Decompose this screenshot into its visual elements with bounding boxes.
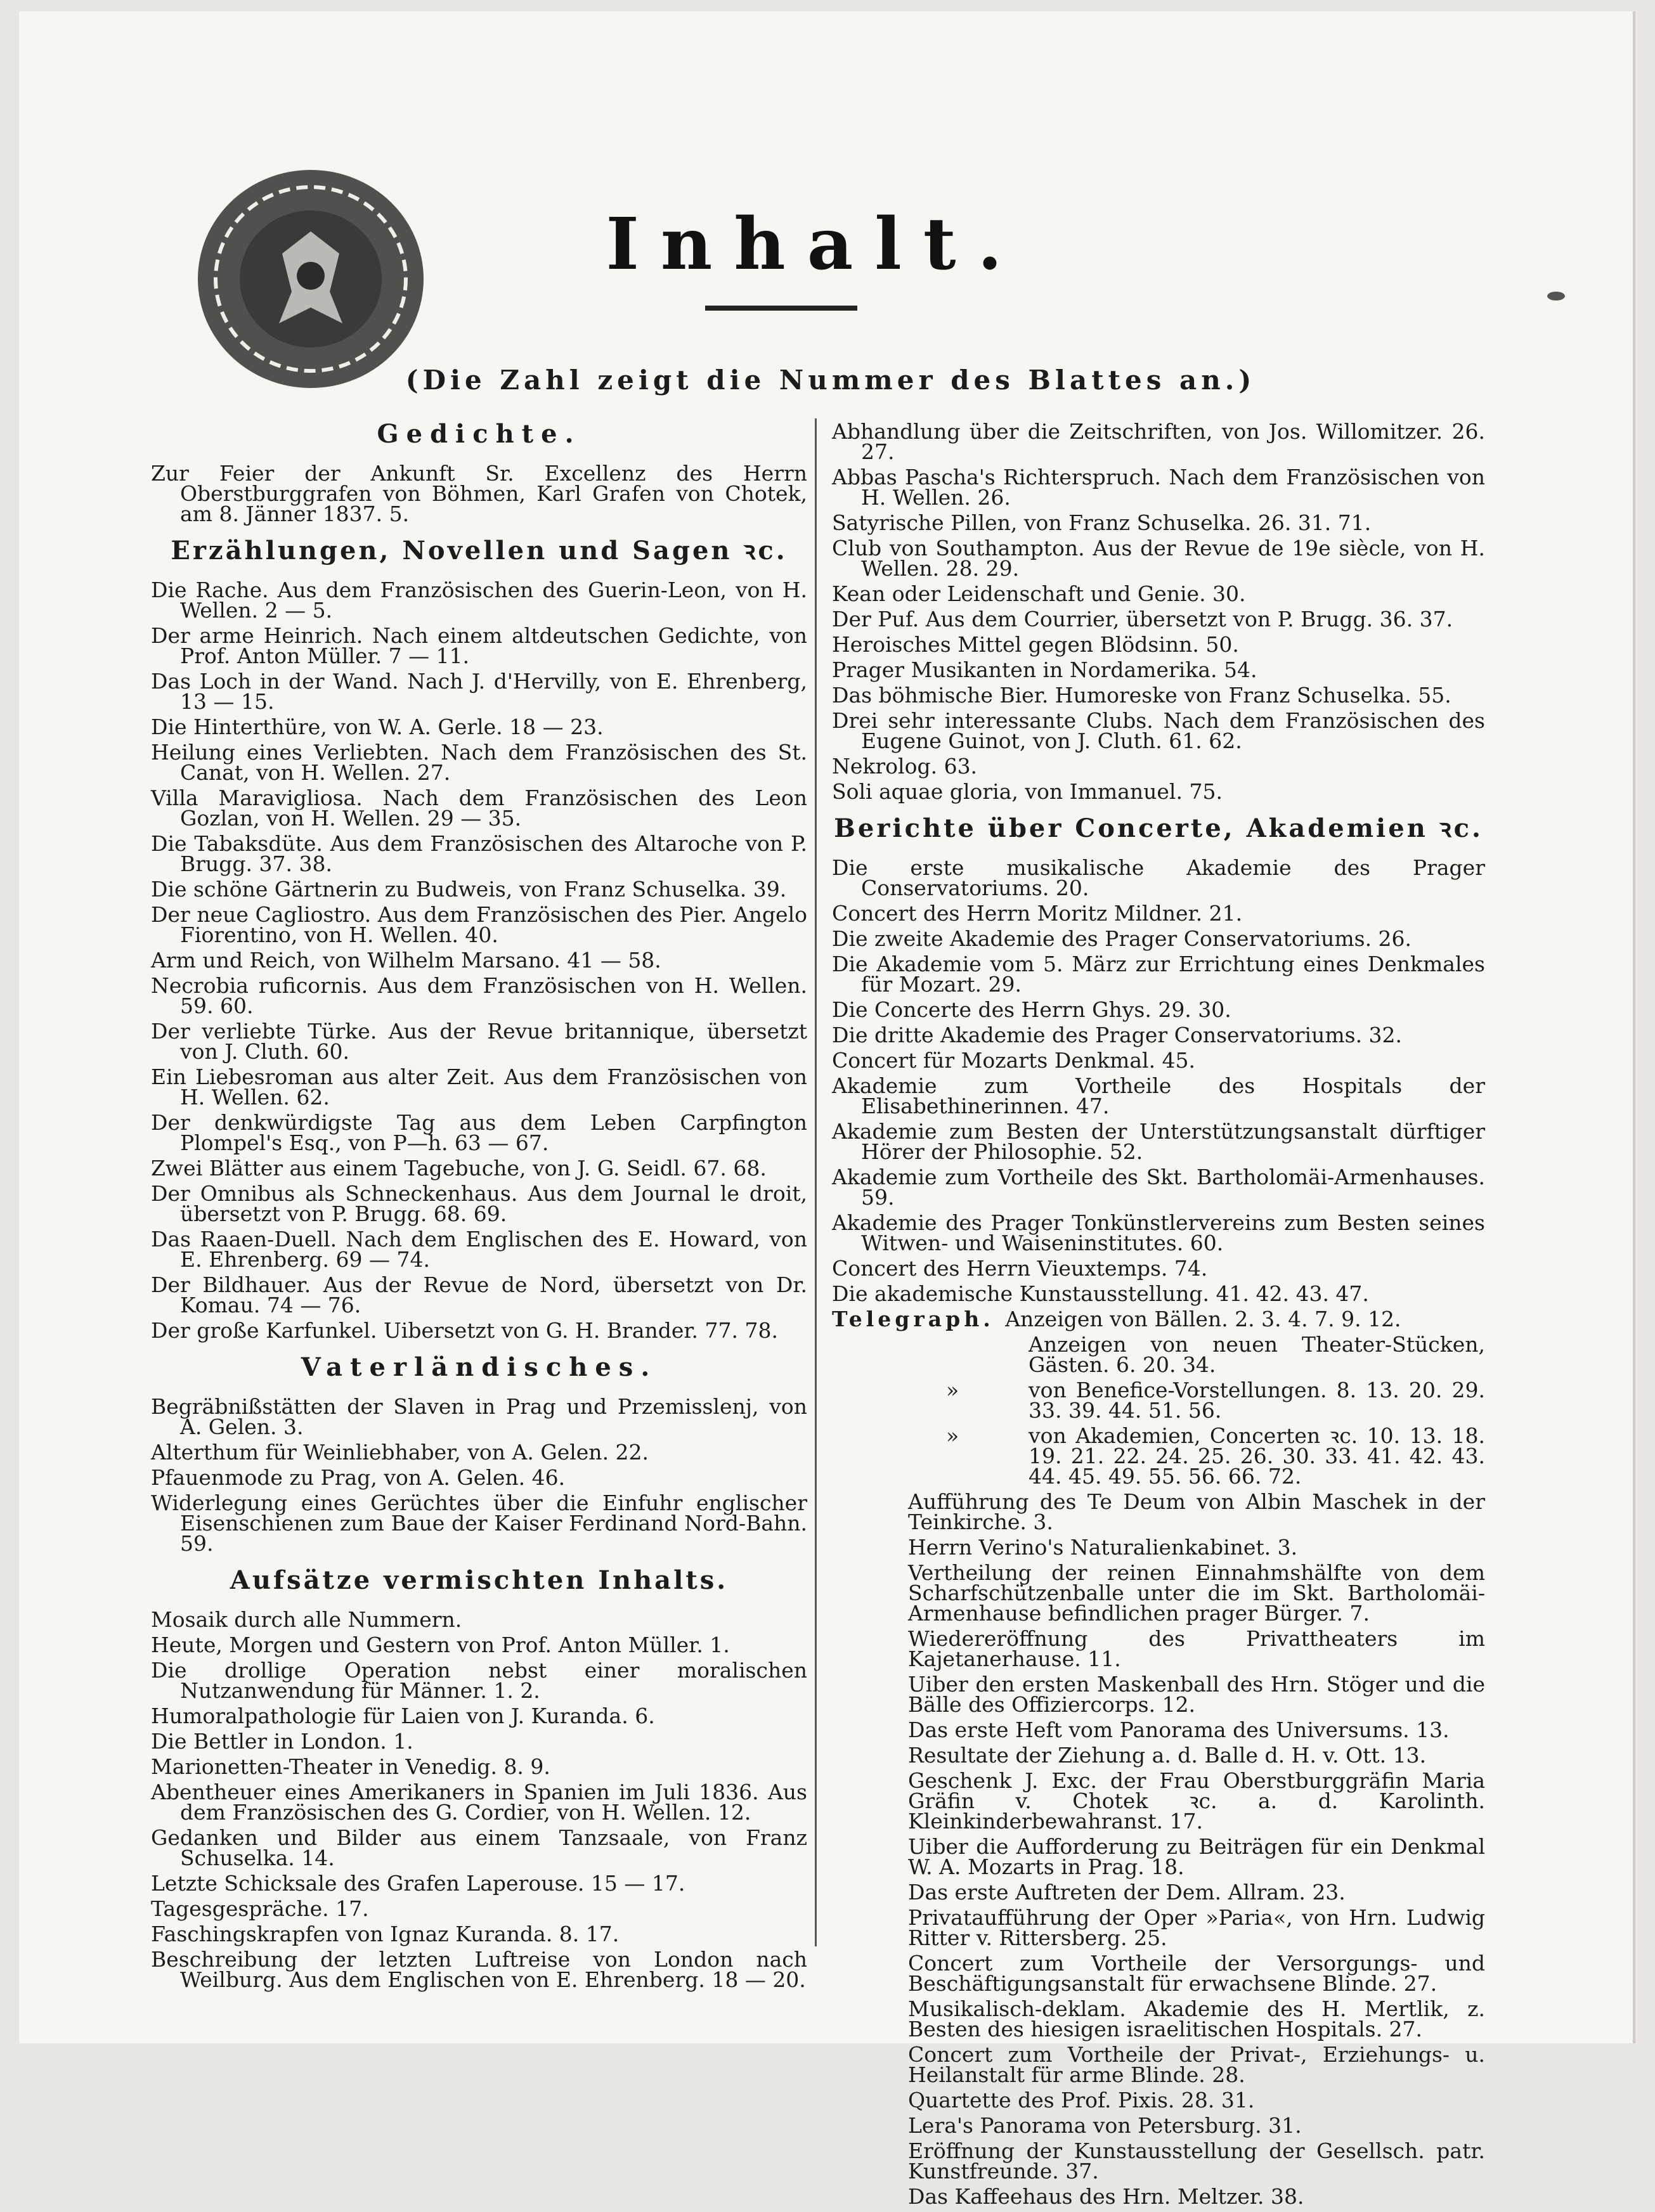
index-entry: Satyrische Pillen, von Franz Schuselka. 26. 31. 71. xyxy=(832,510,1372,535)
index-entry: Quartette des Prof. Pixis. 28. 31. xyxy=(908,2088,1255,2112)
index-entry: Heute, Morgen und Gestern von Prof. Anton Müller. 1. xyxy=(151,1633,730,1657)
title-rule xyxy=(705,306,857,311)
index-entry: Nekrolog. 63. xyxy=(832,754,978,779)
index-entry: Marionetten-Theater in Venedig. 8. 9. xyxy=(151,1754,550,1779)
index-entry: Drei sehr interessante Clubs. Nach dem Französischen des Eugene Guinot, von J. Cluth. 61. 62. xyxy=(832,708,1485,753)
index-entry: Abbas Pascha's Richterspruch. Nach dem Französischen von H. Wellen. 26. xyxy=(832,465,1485,510)
index-entry: Tagesgespräche. 17. xyxy=(151,1896,369,1921)
index-entry: Eröffnung der Kunstausstellung der Gesellsch. patr. Kunstfreunde. 37. xyxy=(908,2138,1485,2183)
index-entry: Das Raaen-Duell. Nach dem Englischen des E. Howard, von E. Ehrenberg. 69 — 74. xyxy=(151,1227,807,1272)
index-entry: Die Rache. Aus dem Französischen des Guerin-Leon, von H. Wellen. 2 — 5. xyxy=(151,578,807,623)
index-entry: Heroisches Mittel gegen Blödsinn. 50. xyxy=(832,632,1239,657)
index-entry: Der Omnibus als Schneckenhaus. Aus dem Journal le droit, übersetzt von P. Brugg. 68. 69. xyxy=(151,1181,807,1226)
index-entry: Concert des Herrn Vieuxtemps. 74. xyxy=(832,1256,1208,1281)
entry-text: Anzeigen von Bällen. 2. 3. 4. 7. 9. 12. xyxy=(1005,1307,1401,1331)
index-entry: Concert des Herrn Moritz Mildner. 21. xyxy=(832,901,1243,926)
index-entry: Die Tabaksdüte. Aus dem Französischen des Altaroche von P. Brugg. 37. 38. xyxy=(151,831,807,876)
index-entry xyxy=(832,1309,1485,1329)
index-entry: Ein Liebesroman aus alter Zeit. Aus dem Französischen von H. Wellen. 62. xyxy=(151,1064,807,1109)
index-entry: Der neue Cagliostro. Aus dem Französischen des Pier. Angelo Fiorentino, von H. Wellen. 40. xyxy=(151,902,807,947)
index-entry: Der große Karfunkel. Uibersetzt von G. H. Brander. 77. 78. xyxy=(151,1318,778,1343)
index-entry: Humoralpathologie für Laien von J. Kuranda. 6. xyxy=(151,1704,655,1728)
index-entry: Gedanken und Bilder aus einem Tanzsaale, von Franz Schuselka. 14. xyxy=(151,1825,807,1870)
index-entry: Uiber die Aufforderung zu Beiträgen für ein Denkmal W. A. Mozarts in Prag. 18. xyxy=(908,1834,1485,1879)
index-entry: Die drollige Operation nebst einer moralischen Nutzanwendung für Männer. 1. 2. xyxy=(151,1658,807,1703)
index-entry: Das erste Auftreten der Dem. Allram. 23. xyxy=(908,1880,1346,1905)
right-column xyxy=(832,419,1485,2212)
column-divider xyxy=(815,418,817,1946)
index-entry: Privataufführung der Oper »Paria«, von Hrn. Ludwig Ritter v. Rittersberg. 25. xyxy=(908,1905,1485,1950)
index-entry: Das Loch in der Wand. Nach J. d'Hervilly, von E. Ehrenberg, 13 — 15. xyxy=(151,669,807,714)
index-entry: Resultate der Ziehung a. d. Balle d. H. v. Ott. 13. xyxy=(908,1743,1427,1768)
index-entry: Club von Southampton. Aus der Revue de 19e siècle, von H. Wellen. 28. 29. xyxy=(832,536,1485,581)
index-entry: Lera's Panorama von Petersburg. 31. xyxy=(908,2113,1302,2138)
index-entry: Zwei Blätter aus einem Tagebuche, von J. G. Seidl. 67. 68. xyxy=(151,1156,767,1180)
index-entry: Die erste musikalische Akademie des Prager Conservatoriums. 20. xyxy=(832,855,1485,900)
index-entry: » von Akademien, Concerten ꝛc. 10. 13. 18. 19. 21. 22. 24. 25. 26. 30. 33. 41. 42. 43. 44. 45. 49. 55. 56. 66. 72. xyxy=(946,1423,1485,1489)
index-entry: Begräbnißstätten der Slaven in Prag und Przemisslenj, von A. Gelen. 3. xyxy=(151,1394,807,1439)
index-entry: Der Bildhauer. Aus der Revue de Nord, übersetzt von Dr. Komau. 74 — 76. xyxy=(151,1272,807,1317)
index-entry: Abentheuer eines Amerikaners in Spanien im Juli 1836. Aus dem Französischen des G. Cordier, von H. Wellen. 12. xyxy=(151,1780,807,1825)
section-label: Telegraph. xyxy=(832,1307,1006,1331)
index-entry: Der verliebte Türke. Aus der Revue britannique, übersetzt von J. Cluth. 60. xyxy=(151,1019,807,1064)
index-entry xyxy=(1029,1332,1485,1377)
index-entry: Widerlegung eines Gerüchtes über die Einfuhr englischer Eisenschienen zum Baue der Kaiser Ferdinand Nord-Bahn. 59. xyxy=(151,1491,807,1556)
index-entry: Soli aquae gloria, von Immanuel. 75. xyxy=(832,779,1223,804)
section-heading: Vaterländisches. xyxy=(301,1352,658,1382)
index-entry: Musikalisch-deklam. Akademie des H. Mertlik, z. Besten des hiesigen israelitischen Hospitals. 27. xyxy=(908,1996,1485,2041)
entry-text: von Benefice-Vorstellungen. 8. 13. 20. 29. 33. 39. 44. 51. 56. xyxy=(1029,1378,1485,1423)
index-entry: Uiber den ersten Maskenball des Hrn. Stöger und die Bälle des Offiziercorps. 12. xyxy=(908,1672,1485,1717)
section-heading: Berichte über Concerte, Akademien ꝛc. xyxy=(834,813,1483,843)
index-entry: Akademie des Prager Tonkünstlervereins zum Besten seines Witwen- und Waiseninstitutes. 60. xyxy=(832,1210,1485,1255)
index-entry: Der Puf. Aus dem Courrier, übersetzt von P. Brugg. 36. 37. xyxy=(832,607,1453,631)
index-entry: Der arme Heinrich. Nach einem altdeutschen Gedichte, von Prof. Anton Müller. 7 — 11. xyxy=(151,623,807,668)
index-entry: Pfauenmode zu Prag, von A. Gelen. 46. xyxy=(151,1465,566,1490)
index-entry: Die akademische Kunstausstellung. 41. 42. 43. 47. xyxy=(832,1281,1369,1306)
index-entry: Das böhmische Bier. Humoreske von Franz Schuselka. 55. xyxy=(832,683,1451,708)
index-entry: » von Benefice-Vorstellungen. 8. 13. 20. 29. 33. 39. 44. 51. 56. xyxy=(946,1378,1485,1423)
index-entry: Wiedereröffnung des Privattheaters im Kajetanerhause. 11. xyxy=(908,1626,1485,1671)
index-entry: Das erste Heft vom Panorama des Universums. 13. xyxy=(908,1717,1450,1742)
index-entry: Mosaik durch alle Nummern. xyxy=(151,1607,462,1632)
index-entry: Beschreibung der letzten Luftreise von London nach Weilburg. Aus dem Englischen von E. Ehrenberg. 18 — 20. xyxy=(151,1947,807,1992)
index-entry: Die schöne Gärtnerin zu Budweis, von Franz Schuselka. 39. xyxy=(151,877,787,902)
index-entry: Alterthum für Weinliebhaber, von A. Gelen. 22. xyxy=(151,1440,649,1465)
index-entry: Prager Musikanten in Nordamerika. 54. xyxy=(832,657,1257,682)
index-entry: Heilung eines Verliebten. Nach dem Französischen des St. Canat, von H. Wellen. 27. xyxy=(151,740,807,785)
index-entry: Die Hinterthüre, von W. A. Gerle. 18 — 23. xyxy=(151,715,604,739)
section-heading: Aufsätze vermischten Inhalts. xyxy=(230,1565,729,1595)
index-entry: Aufführung des Te Deum von Albin Maschek in der Teinkirche. 3. xyxy=(908,1489,1485,1534)
index-entry: Akademie zum Vortheile des Skt. Bartholomäi-Armenhauses. 59. xyxy=(832,1165,1485,1210)
index-entry: Die dritte Akademie des Prager Conservatoriums. 32. xyxy=(832,1023,1403,1047)
entry-text: Anzeigen von neuen Theater-Stücken, Gästen. 6. 20. 34. xyxy=(1029,1332,1485,1377)
index-entry: Arm und Reich, von Wilhelm Marsano. 41 — 58. xyxy=(151,948,661,973)
index-entry: Akademie zum Besten der Unterstützungsanstalt dürftiger Hörer der Philosophie. 52. xyxy=(832,1119,1485,1164)
library-stamp xyxy=(193,165,428,393)
entry-text: von Akademien, Concerten ꝛc. 10. 13. 18. 19. 21. 22. 24. 25. 26. 30. 33. 41. 42. 43. 44. 45. 49. 55. 56. 66. 72. xyxy=(1029,1423,1485,1489)
section-heading: Gedichte. xyxy=(377,419,581,449)
index-entry: Villa Maravigliosa. Nach dem Französischen des Leon Gozlan, von H. Wellen. 29 — 35. xyxy=(151,786,807,831)
index-entry: Concert für Mozarts Denkmal. 45. xyxy=(832,1048,1196,1073)
index-entry: Concert zum Vortheile der Privat-, Erziehungs- u. Heilanstalt für arme Blinde. 28. xyxy=(908,2042,1485,2087)
index-entry: Necrobia ruficornis. Aus dem Französischen von H. Wellen. 59. 60. xyxy=(151,973,807,1018)
index-entry: Vertheilung der reinen Einnahmshälfte von dem Scharfschützenballe unter die im Skt. Bartholomäi-Armenhause befindlichen prager Bürger. 7. xyxy=(908,1560,1485,1626)
index-entry: Kean oder Leidenschaft und Genie. 30. xyxy=(832,581,1246,606)
index-entry: Der denkwürdigste Tag aus dem Leben Carpfington Plompel's Esq., von P—h. 63 — 67. xyxy=(151,1110,807,1155)
index-entry: Akademie zum Vortheile des Hospitals der Elisabethinerinnen. 47. xyxy=(832,1073,1485,1118)
index-entry: Faschingskrapfen von Ignaz Kuranda. 8. 17. xyxy=(151,1922,620,1946)
page-subtitle: (Die Zahl zeigt die Nummer des Blattes an.) xyxy=(405,365,1256,396)
section-heading: Erzählungen, Novellen und Sagen ꝛc. xyxy=(171,536,788,566)
index-entry: Das Kaffeehaus des Hrn. Meltzer. 38. xyxy=(908,2184,1304,2209)
index-entry: Die zweite Akademie des Prager Conservatoriums. 26. xyxy=(832,926,1412,951)
index-entry: Zur Feier der Ankunft Sr. Excellenz des Herrn Oberstburggrafen von Böhmen, Karl Grafen von Chotek, am 8. Jänner 1837. 5. xyxy=(151,461,807,526)
index-entry: Die Akademie vom 5. März zur Errichtung eines Denkmales für Mozart. 29. xyxy=(832,952,1485,997)
index-entry: Die Bettler in London. 1. xyxy=(151,1729,413,1754)
index-entry: Geschenk J. Exc. der Frau Oberstburggräfin Maria Gräfin v. Chotek ꝛc. a. d. Karolinth. Kleinkinderbewahranst. 17. xyxy=(908,1768,1485,1834)
ink-mark xyxy=(1547,292,1565,301)
index-entry: Herrn Verino's Naturalienkabinet. 3. xyxy=(908,1535,1298,1560)
index-entry: Concert zum Vortheile der Versorgungs- und Beschäftigungsanstalt für erwachsene Blinde. 27. xyxy=(908,1951,1485,1996)
index-entry: Letzte Schicksale des Grafen Laperouse. 15 — 17. xyxy=(151,1871,685,1896)
index-entry: Abhandlung über die Zeitschriften, von Jos. Willomitzer. 26. 27. xyxy=(832,419,1485,464)
page-title: Inhalt. xyxy=(606,203,1024,286)
index-entry: Die Concerte des Herrn Ghys. 29. 30. xyxy=(832,997,1231,1022)
left-column xyxy=(151,419,807,1995)
